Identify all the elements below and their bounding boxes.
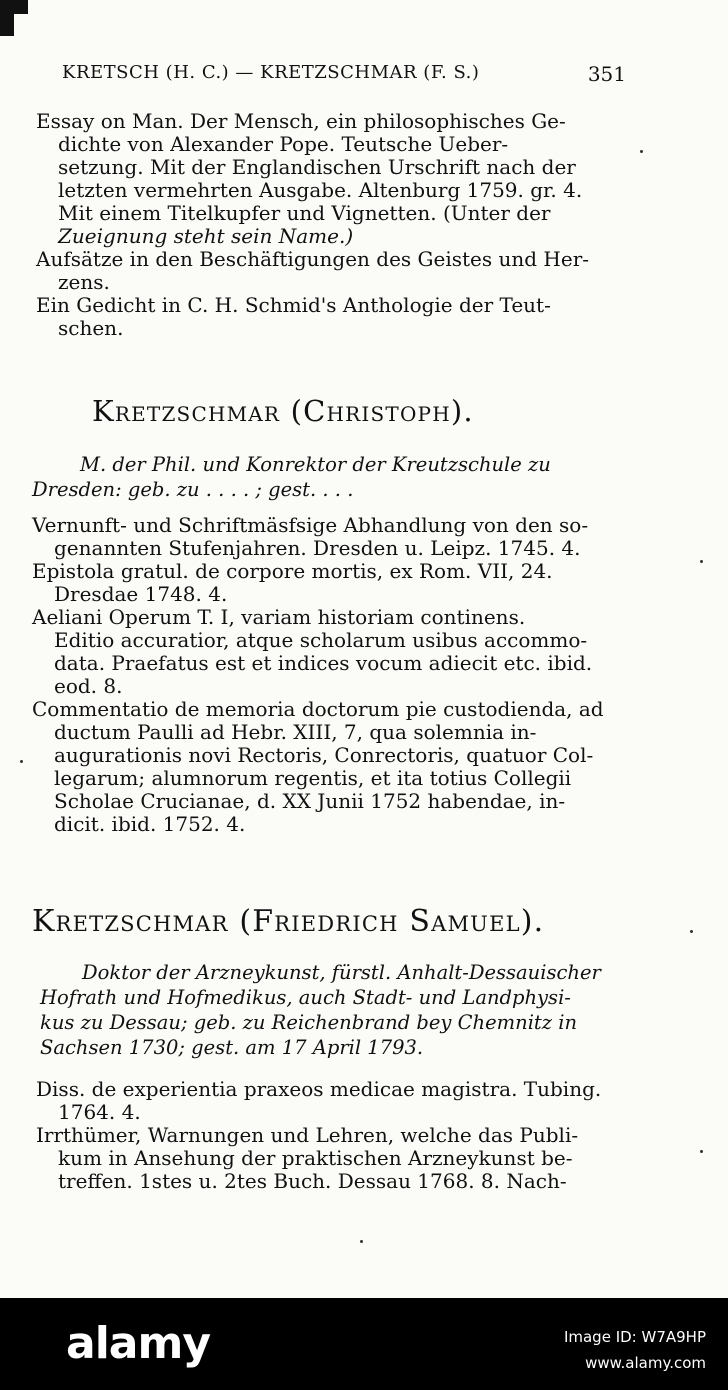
page-corner-mark: [0, 0, 28, 36]
scan-speck: [700, 560, 703, 563]
essay-line-4: letzten vermehrten Ausgabe. Altenburg 1759. gr. 4.: [58, 178, 583, 202]
work-line: augurationis novi Rectoris, Conrectoris, quatuor Col-: [54, 743, 594, 767]
work-line: data. Praefatus est et indices vocum adiecit etc. ibid.: [54, 651, 593, 675]
christoph-bio-line-1: M. der Phil. und Konrektor der Kreutzschule zu: [80, 453, 551, 476]
site-url: www.alamy.com: [585, 1354, 706, 1372]
work-line: eod. 8.: [54, 674, 123, 698]
header-title: KRETSCH (H. C.) — KRETZSCHMAR (F. S.): [62, 62, 480, 83]
scan-speck: [640, 150, 643, 153]
work-line: Dresdae 1748. 4.: [54, 582, 228, 606]
christoph-bio-line-2: Dresden: geb. zu . . . . ; gest. . . .: [32, 478, 354, 501]
scan-speck: [690, 930, 693, 933]
watermark-banner: [0, 1298, 728, 1390]
page-number: 351: [587, 62, 626, 86]
samuel-bio-line: Doktor der Arzneykunst, fürstl. Anhalt-Dessauischer: [82, 961, 601, 984]
samuel-works: [36, 1078, 601, 1193]
work-line: 1764. 4.: [58, 1100, 141, 1124]
samuel-bio-line: Sachsen 1730; gest. am 17 April 1793.: [40, 1036, 424, 1059]
work-line: treffen. 1stes u. 2tes Buch. Dessau 1768. 8. Nach-: [58, 1169, 567, 1193]
work-line: Editio accuratior, atque scholarum usibus accommo-: [54, 628, 588, 652]
aufsatze-line-2: zens.: [58, 270, 110, 294]
christoph-works: [32, 514, 604, 836]
essay-line-3: setzung. Mit der Englandischen Urschrift nach der: [58, 155, 576, 179]
work-line: ductum Paulli ad Hebr. XIII, 7, qua solemnia in-: [54, 720, 537, 744]
work-line: Diss. de experientia praxeos medicae magistra. Tubing.: [36, 1077, 602, 1101]
christoph-bio: [32, 452, 551, 502]
work-line: dicit. ibid. 1752. 4.: [54, 812, 246, 836]
work-line: Epistola gratul. de corpore mortis, ex Rom. VII, 24.: [32, 559, 553, 583]
samuel-bio: [40, 960, 601, 1060]
scan-speck: [20, 760, 23, 763]
samuel-heading: Kretzschmar (Friedrich Samuel).: [32, 904, 545, 939]
image-id: Image ID: W7A9HP: [563, 1328, 706, 1346]
samuel-bio-line: Hofrath und Hofmedikus, auch Stadt- und Landphysi-: [40, 986, 571, 1009]
essay-entry: [36, 110, 589, 340]
image-id-block: [564, 1324, 706, 1376]
work-line: kum in Ansehung der praktischen Arzneykunst be-: [58, 1146, 573, 1170]
work-line: legarum; alumnorum regentis, et ita totius Collegii: [54, 766, 572, 790]
essay-line-1: Essay on Man. Der Mensch, ein philosophisches Ge-: [36, 109, 566, 133]
essay-line-2: dichte von Alexander Pope. Teutsche Ueber-: [58, 132, 509, 156]
work-line: Commentatio de memoria doctorum pie custodienda, ad: [32, 697, 604, 721]
alamy-logo: alamy: [66, 1318, 210, 1369]
gedicht-line-1: Ein Gedicht in C. H. Schmid's Anthologie der Teut-: [36, 293, 551, 317]
work-line: Scholae Crucianae, d. XX Junii 1752 habendae, in-: [54, 789, 566, 813]
essay-line-5: Mit einem Titelkupfer und Vignetten. (Unter der: [58, 201, 551, 225]
work-line: Irrthümer, Warnungen und Lehren, welche das Publi-: [36, 1123, 579, 1147]
christoph-heading: Kretzschmar (Christoph).: [92, 394, 474, 428]
work-line: Aeliani Operum T. I, variam historiam continens.: [32, 605, 526, 629]
gedicht-line-2: schen.: [58, 316, 124, 340]
samuel-bio-line: kus zu Dessau; geb. zu Reichenbrand bey Chemnitz in: [40, 1011, 578, 1034]
running-header: [0, 62, 728, 92]
work-line: Vernunft- und Schriftmäsfsige Abhandlung von den so-: [32, 513, 589, 537]
work-line: genannten Stufenjahren. Dresden u. Leipz. 1745. 4.: [54, 536, 581, 560]
aufsatze-line-1: Aufsätze in den Beschäftigungen des Geistes und Her-: [36, 247, 590, 271]
scan-speck: [360, 1240, 363, 1243]
essay-line-6: Zueignung steht sein Name.): [58, 224, 354, 248]
scan-speck: [700, 1150, 703, 1153]
